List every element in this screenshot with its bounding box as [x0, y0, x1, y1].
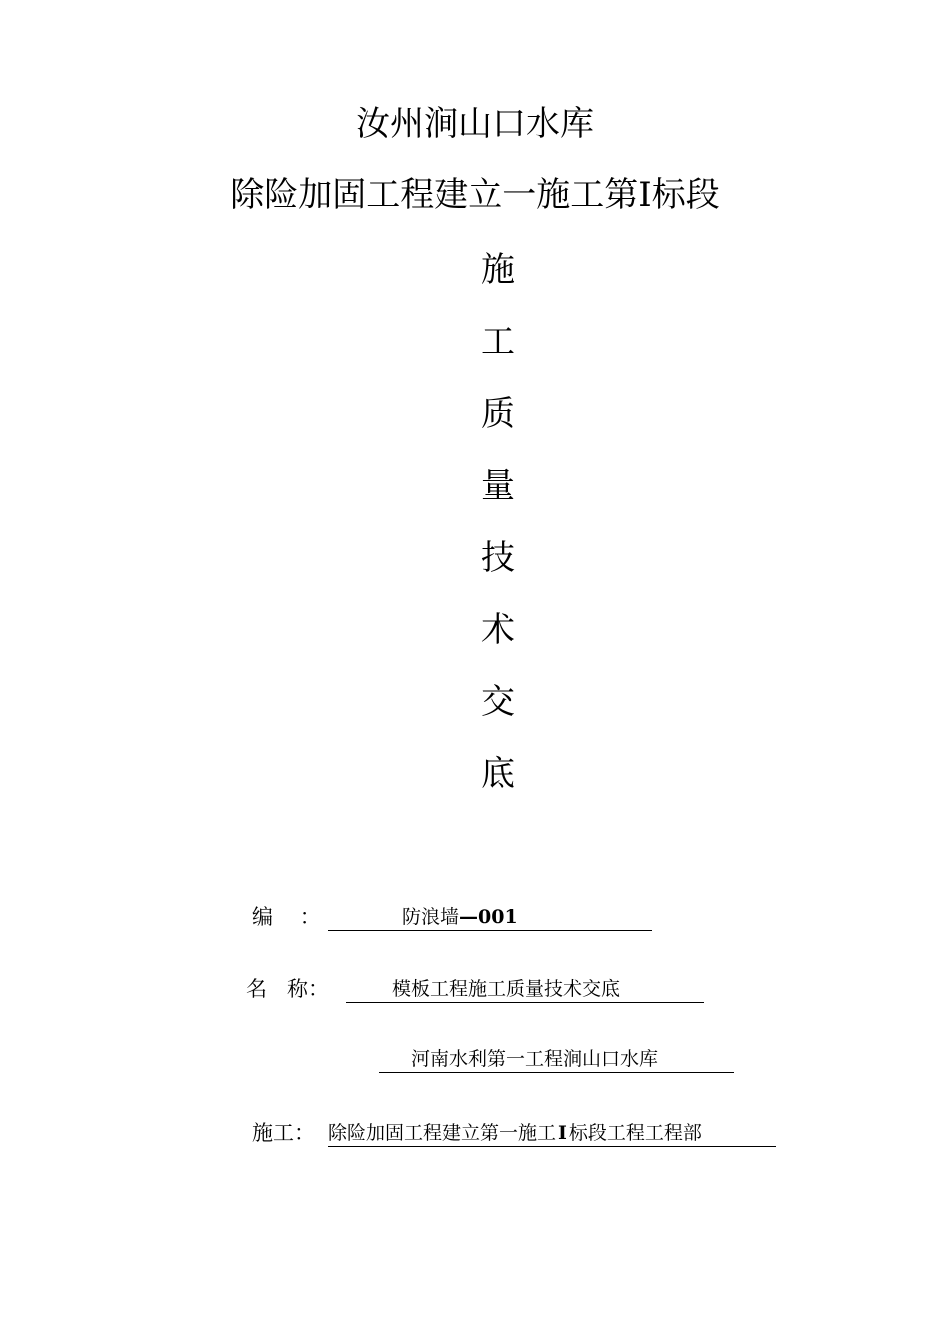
name-value-text: 模板工程施工质量技术交底	[392, 978, 621, 1000]
org-label: 施工：	[252, 1121, 315, 1145]
title-line-2: 除险加固工程建立一施工第Ⅰ标段	[230, 175, 720, 215]
code-value-prefix: 防浪墙	[402, 906, 460, 928]
org-line-2	[328, 1120, 776, 1147]
name-value	[346, 976, 704, 1003]
vertical-title-char: 施	[481, 250, 515, 290]
org-line-1-text: 河南水利第一工程涧山口水库	[411, 1048, 659, 1070]
vertical-title-char: 交	[481, 682, 515, 722]
code-value	[328, 904, 652, 931]
org-line-1	[379, 1046, 734, 1073]
vertical-title-char: 质	[481, 394, 515, 434]
org-line-2-text	[328, 1120, 702, 1146]
vertical-title-char: 量	[481, 466, 515, 506]
org-line-2-part-c: 标段工程工程部	[568, 1122, 702, 1144]
org-line-2-part-a: 除险加固工程建立第一施工	[328, 1122, 557, 1144]
org-line-2-part-b: Ⅰ	[558, 1122, 567, 1144]
vertical-title-char: 工	[481, 322, 515, 362]
code-value-suffix: —001	[459, 906, 518, 928]
name-label: 名 称：	[246, 977, 330, 1001]
vertical-title-char: 底	[481, 754, 515, 794]
vertical-title-char: 术	[481, 610, 515, 650]
vertical-title-char: 技	[481, 538, 515, 578]
title-line-1: 汝州涧山口水库	[356, 104, 594, 144]
code-label: 编 ：	[252, 905, 321, 929]
